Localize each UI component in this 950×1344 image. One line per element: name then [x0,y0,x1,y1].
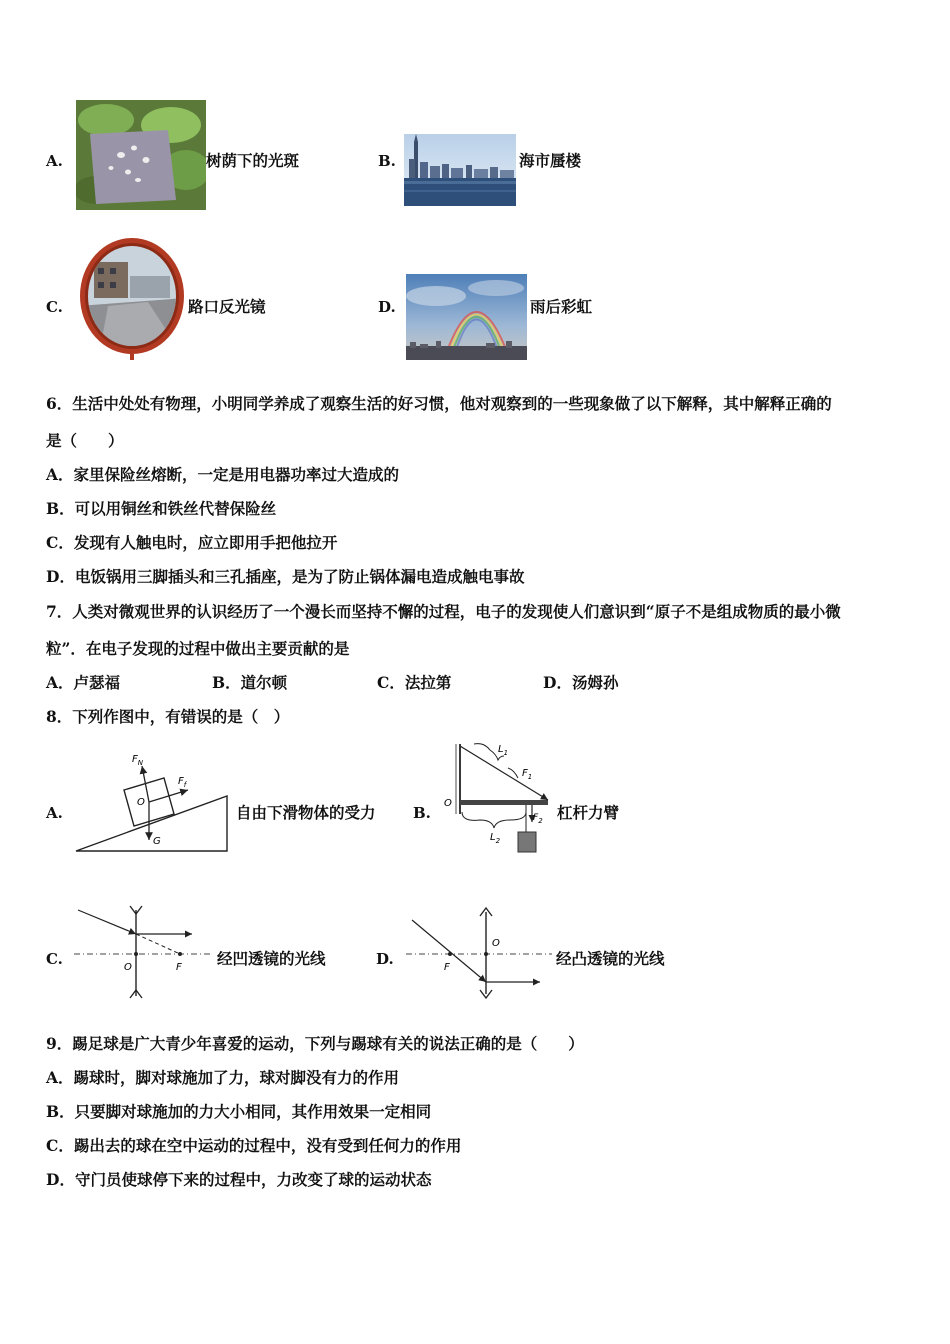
incident-ray [78,910,136,934]
option-caption: 路口反光镜 [188,297,266,316]
question-stem: 6．生活中处处有物理，小明同学养成了观察生活的好习惯，他对观察到的一些现象做了以下解释，其中解释正确的 [46,394,832,413]
option-a: A．卢瑟福 [46,673,121,692]
l2-brace [462,812,526,828]
option-b: B．只要脚对球施加的力大小相同，其作用效果一定相同 [46,1102,432,1121]
option-letter: B. [378,152,396,170]
question-stem-continued: 粒”．在电子发现的过程中做出主要贡献的是 [46,639,350,658]
convex-lens-ray-diagram [404,904,554,1002]
extension-line [136,934,180,954]
option-caption: 树荫下的光斑 [206,151,300,170]
label-o: O [444,798,452,809]
label-f2: $F_2$ [533,813,543,825]
option-caption: 雨后彩虹 [530,297,593,316]
option-letter: B. [413,804,431,822]
option-b: B．道尔顿 [212,673,288,692]
question-stem: 7．人类对微观世界的认识经历了一个漫长而坚持不懈的过程，电子的发现使人们意识到“原子不是组成物质的最小微 [46,602,841,621]
label-l2: $L_2$ [490,832,501,845]
mirage-skyline-photo [404,134,516,206]
label-fn: $F_N$ [132,754,144,767]
label-f: F [444,962,450,973]
option-a: A．家里保险丝熔断，一定是用电器功率过大造成的 [46,465,400,484]
question-stem: 8．下列作图中，有错误的是（ ） [46,707,290,726]
lever-bar [460,800,548,805]
lever-arm-diagram [440,740,555,858]
option-letter: A. [46,804,63,822]
option-letter: D. [378,298,396,316]
option-c: C．法拉第 [377,673,452,692]
option-d: D．电饭锅用三脚插头和三孔插座，是为了防止锅体漏电造成触电事故 [46,567,525,586]
label-o: O [124,962,132,973]
option-c: C．发现有人触电时，应立即用手把他拉开 [46,533,338,552]
option-letter: C. [46,298,63,316]
option-b: B．可以用铜丝和铁丝代替保险丝 [46,499,277,518]
label-o: O [137,797,145,808]
label-o: O [492,938,500,949]
label-g: G [153,836,161,847]
option-d: D．汤姆孙 [543,673,619,692]
question-stem: 9．踢足球是广大青少年喜爱的运动，下列与踢球有关的说法正确的是（ ） [46,1034,584,1053]
convex-road-mirror-photo [78,236,186,360]
option-a: A．踢球时，脚对球施加了力，球对脚没有力的作用 [46,1068,400,1087]
incline-plane [76,796,227,851]
option-caption: 自由下滑物体的受力 [236,803,376,822]
option-caption: 经凸透镜的光线 [556,949,665,968]
option-letter: D. [376,950,394,968]
option-caption: 杠杆力臂 [557,803,620,822]
option-letter: C. [46,950,63,968]
option-d: D．守门员使球停下来的过程中，力改变了球的运动状态 [46,1170,432,1189]
option-caption: 海市蜃楼 [519,151,582,170]
option-c: C．踢出去的球在空中运动的过程中，没有受到任何力的作用 [46,1136,462,1155]
label-f: F [176,962,182,973]
rainbow-after-rain-photo [406,274,527,360]
question-stem-continued: 是（ ） [46,431,124,450]
hanging-weight [518,832,536,852]
incline-force-diagram [72,748,232,856]
option-letter: A. [46,152,63,170]
label-l1: $L_1$ [498,744,509,757]
concave-lens-ray-diagram [72,904,214,1000]
tree-shade-light-spots-photo [76,100,206,210]
option-caption: 经凹透镜的光线 [217,949,326,968]
label-f1: $F_1$ [522,768,533,781]
label-ff: $F_f$ [178,776,187,789]
